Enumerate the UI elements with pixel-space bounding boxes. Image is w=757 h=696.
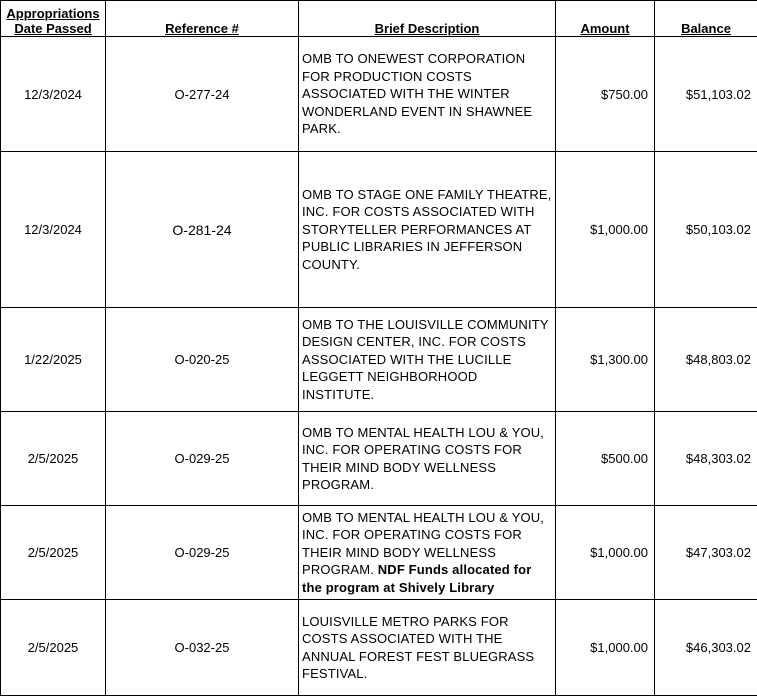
- row-description: [299, 37, 556, 152]
- row-balance: $46,303.02: [655, 600, 757, 696]
- table-row: [1, 506, 757, 600]
- table-row: [1, 37, 757, 152]
- row-balance: $50,103.02: [655, 152, 757, 308]
- row-description: [299, 600, 556, 696]
- table-row: [1, 412, 757, 506]
- row-date: 12/3/2024: [1, 37, 106, 152]
- row-description-text: OMB TO STAGE ONE FAMILY THEATRE, INC. FOR COSTS ASSOCIATED WITH STORYTELLER PERFORMANCES AT PUBLIC LIBRARIES IN JEFFERSON COUNTY.: [302, 186, 552, 272]
- row-balance: $51,103.02: [655, 37, 757, 152]
- row-amount: $1,300.00: [556, 308, 655, 412]
- row-date: 1/22/2025: [1, 308, 106, 412]
- row-balance: $47,303.02: [655, 506, 757, 600]
- header-date-line2: Date Passed: [14, 21, 92, 36]
- row-description: [299, 506, 556, 600]
- row-amount: $500.00: [556, 412, 655, 506]
- header-amount: Amount: [556, 1, 655, 37]
- row-reference: O-277-24: [106, 37, 299, 152]
- row-description: [299, 308, 556, 412]
- row-amount: $1,000.00: [556, 506, 655, 600]
- row-reference: O-020-25: [106, 308, 299, 412]
- header-description: Brief Description: [299, 1, 556, 37]
- row-balance: $48,303.02: [655, 412, 757, 506]
- row-balance: $48,803.02: [655, 308, 757, 412]
- row-reference: O-281-24: [106, 152, 299, 308]
- row-description-text: LOUISVILLE METRO PARKS FOR COSTS ASSOCIATED WITH THE ANNUAL FOREST FEST BLUEGRASS FESTIVAL.: [302, 613, 535, 681]
- row-date: 2/5/2025: [1, 412, 106, 506]
- row-description-text: OMB TO MENTAL HEALTH LOU & YOU, INC. FOR OPERATING COSTS FOR THEIR MIND BODY WELLNESS PROGRAM.: [302, 509, 545, 578]
- row-description-text: OMB TO MENTAL HEALTH LOU & YOU, INC. FOR OPERATING COSTS FOR THEIR MIND BODY WELLNESS PROGRAM.: [302, 424, 545, 492]
- row-description: [299, 412, 556, 506]
- table-row: [1, 152, 757, 308]
- header-date-line1: Appropriations: [6, 6, 100, 21]
- row-description-text: OMB TO ONEWEST CORPORATION FOR PRODUCTION COSTS ASSOCIATED WITH THE WINTER WONDERLAND EVENT IN SHAWNEE PARK.: [302, 51, 533, 137]
- row-description-bold-note: NDF Funds allocated for the program at Shively Library: [302, 562, 532, 595]
- table-row: [1, 308, 757, 412]
- header-date-passed: [1, 1, 106, 37]
- row-date: 2/5/2025: [1, 600, 106, 696]
- table-row: [1, 600, 757, 696]
- header-balance: Balance: [655, 1, 757, 37]
- row-amount: $1,000.00: [556, 152, 655, 308]
- row-reference: O-029-25: [106, 506, 299, 600]
- header-row: [1, 1, 757, 37]
- row-reference: O-029-25: [106, 412, 299, 506]
- row-amount: $750.00: [556, 37, 655, 152]
- header-reference: Reference #: [106, 1, 299, 37]
- row-reference: O-032-25: [106, 600, 299, 696]
- row-date: 12/3/2024: [1, 152, 106, 308]
- row-description: [299, 152, 556, 308]
- row-description-text: OMB TO THE LOUISVILLE COMMUNITY DESIGN CENTER, INC. FOR COSTS ASSOCIATED WITH THE LUCILLE LEGGETT NEIGHBORHOOD INSTITUTE.: [302, 316, 549, 402]
- row-amount: $1,000.00: [556, 600, 655, 696]
- row-date: 2/5/2025: [1, 506, 106, 600]
